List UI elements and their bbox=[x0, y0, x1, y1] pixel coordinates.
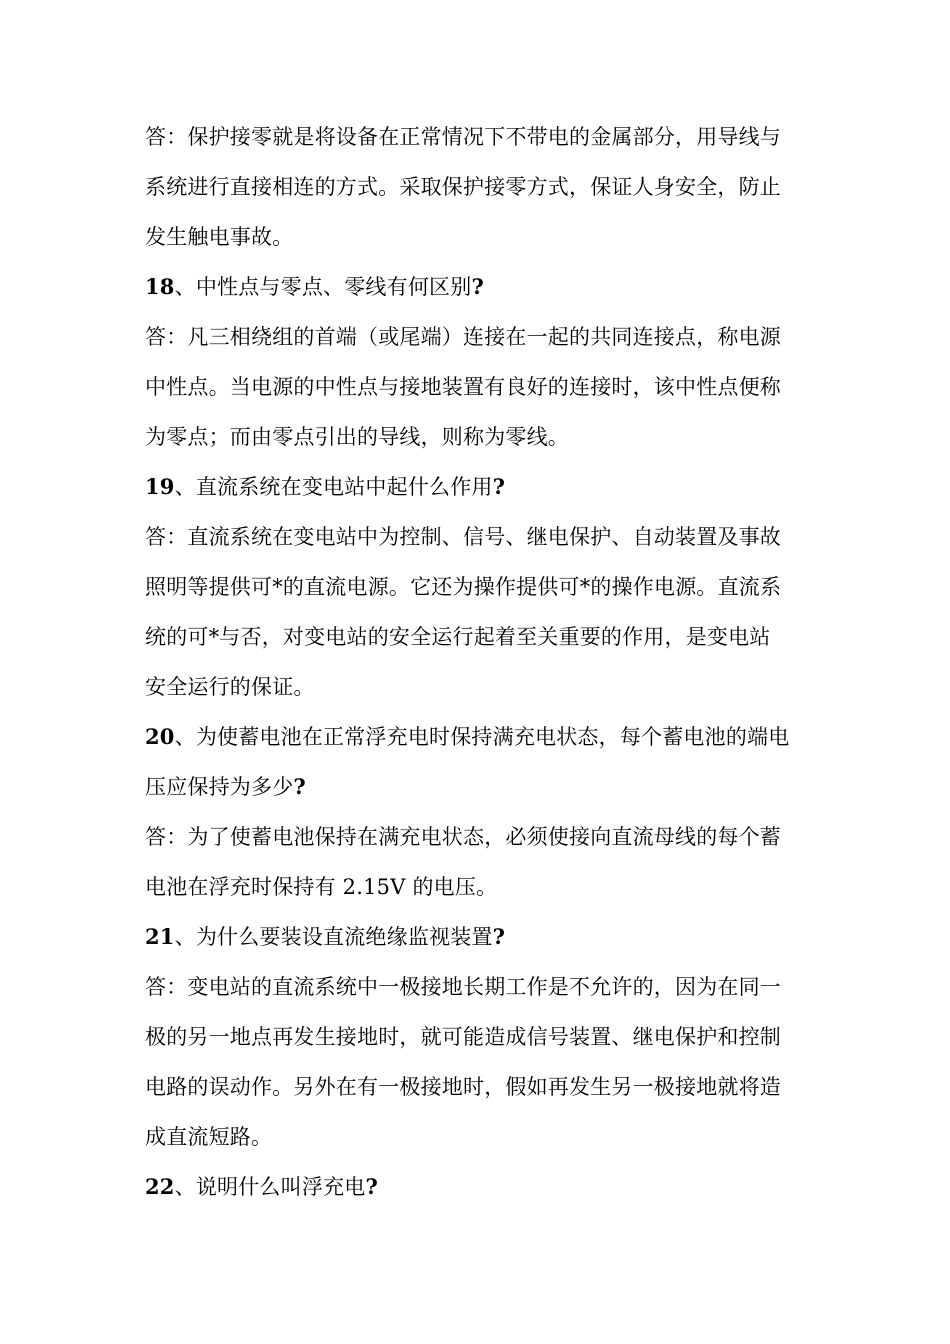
question-line bbox=[145, 262, 810, 312]
answer-line: 电路的误动作。另外在有一极接地时，假如再发生另一极接地就将造 bbox=[145, 1075, 781, 1099]
question-mark: ? bbox=[293, 774, 306, 799]
question-number: 22 bbox=[145, 1174, 175, 1199]
answer-line: 照明等提供可*的直流电源。它还为操作提供可*的操作电源。直流系 bbox=[145, 575, 782, 599]
question-text: 、为什么要装设直流绝缘监视装置 bbox=[174, 925, 493, 949]
answer-line: 答：为了使蓄电池保持在满充电状态，必须使接向直流母线的每个蓄 bbox=[145, 825, 781, 849]
answer-line: 成直流短路。 bbox=[145, 1125, 273, 1149]
answer-line: 答：保护接零就是将设备在正常情况下不带电的金属部分，用导线与 bbox=[145, 125, 781, 149]
answer-line: 答：凡三相绕组的首端（或尾端）连接在一起的共同连接点，称电源 bbox=[145, 325, 781, 349]
question-mark: ? bbox=[365, 1174, 378, 1199]
question-mark: ? bbox=[471, 274, 484, 299]
question-number: 19 bbox=[145, 474, 175, 499]
answer-line: 发生触电事故。 bbox=[145, 225, 294, 249]
question-line bbox=[145, 762, 810, 812]
answer-line: 系统进行直接相连的方式。采取保护接零方式，保证人身安全，防止 bbox=[145, 175, 781, 199]
answer-line: 安全运行的保证。 bbox=[145, 675, 315, 699]
answer-line: 电池在浮充时保持有 2.15V 的电压。 bbox=[145, 875, 498, 899]
document-body bbox=[145, 112, 810, 1212]
answer-line: 统的可*与否，对变电站的安全运行起着至关重要的作用，是变电站 bbox=[145, 625, 771, 649]
answer-line: 答：变电站的直流系统中一极接地长期工作是不允许的，因为在同一 bbox=[145, 975, 781, 999]
question-line bbox=[145, 462, 810, 512]
question-line bbox=[145, 1162, 810, 1212]
question-line bbox=[145, 912, 810, 962]
question-number: 20 bbox=[145, 724, 175, 749]
answer-line: 极的另一地点再发生接地时，就可能造成信号装置、继电保护和控制 bbox=[145, 1025, 781, 1049]
question-mark: ? bbox=[492, 924, 506, 949]
question-text: 、中性点与零点、零线有何区别 bbox=[174, 275, 472, 299]
question-number: 18 bbox=[145, 274, 175, 299]
answer-line: 答：直流系统在变电站中为控制、信号、继电保护、自动装置及事故 bbox=[145, 525, 781, 549]
question-mark: ? bbox=[492, 474, 506, 499]
answer-line: 中性点。当电源的中性点与接地装置有良好的连接时，该中性点便称 bbox=[145, 375, 781, 399]
question-text: 、说明什么叫浮充电 bbox=[174, 1175, 366, 1199]
question-text: 压应保持为多少 bbox=[145, 775, 294, 799]
answer-line: 为零点；而由零点引出的导线，则称为零线。 bbox=[145, 425, 569, 449]
question-text: 、为使蓄电池在正常浮充电时保持满充电状态，每个蓄电池的端电 bbox=[174, 725, 790, 749]
question-number: 21 bbox=[145, 924, 175, 949]
question-text: 、直流系统在变电站中起什么作用 bbox=[174, 475, 493, 499]
question-line bbox=[145, 712, 810, 762]
